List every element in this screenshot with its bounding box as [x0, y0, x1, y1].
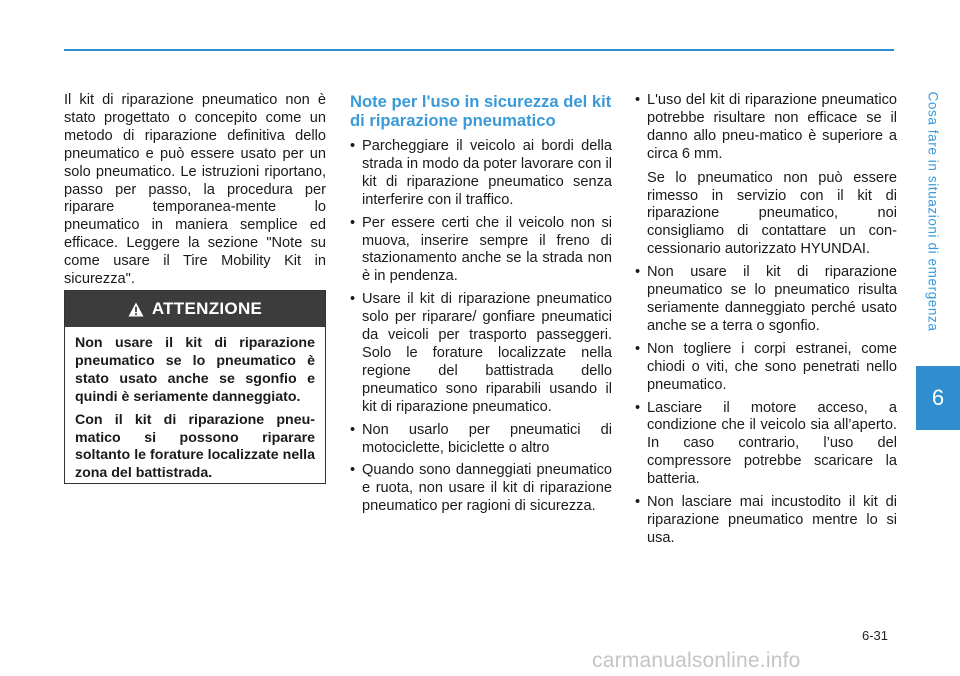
- warning-body: [65, 327, 325, 483]
- list-item: • Usare il kit di riparazione pneumatico solo per riparare/ gonfiare pneumatici da veicoli per trasporto passeggeri. Solo le forature localizzate nella regione del battistrada dello pneumatico sono riparabili usando il kit di riparazione pneumatico.: [350, 291, 612, 415]
- bullet-dot-icon: •: [350, 421, 356, 438]
- list-item: • Parcheggiare il veicolo ai bordi della strada in modo da poter lavorare con il kit di riparazione pneumatico senza interferire con il traffico.: [350, 138, 612, 208]
- warning-paragraph: Non usare il kit di riparazione pneumatico se lo pneumatico è stato usato anche se sgonfio e quindi è seriamente danneggiato.: [75, 335, 315, 405]
- list-item: • Non usarlo per pneumatici di motociclette, biciclette o altro: [350, 421, 612, 456]
- safety-notes-list-continued: [635, 92, 897, 548]
- list-item: • L'uso del kit di riparazione pneumatico potrebbe risultare non efficace se il danno allo pneu-matico è superiore a circa 6 mm. Se lo pneumatico non può essere rimesso in servizio con il kit di riparazione pneumatico, noi consigliamo di contattare un con-cessionario autorizzato HYUNDAI.: [635, 92, 897, 258]
- warning-triangle-icon: [128, 302, 144, 317]
- section-heading: Note per l'uso in sicurezza del kit di riparazione pneumatico: [350, 92, 612, 130]
- intro-paragraph: Il kit di riparazione pneumatico non è stato progettato o concepito come un metodo di riparazione definitiva dello pneumatico e può essere usato per un solo pneumatico. Le istruzioni riportano, passo per passo, la procedura per riparare temporanea-mente lo pneumatico in maniera semplice ed efficace. Leggere la sezione "Note su come usare il Tire Mobility Kit in sicurezza".: [64, 92, 326, 288]
- bullet-dot-icon: •: [635, 340, 641, 357]
- bullet-dot-icon: •: [350, 291, 356, 308]
- header-rule: [64, 49, 894, 51]
- chapter-number: 6: [931, 385, 945, 410]
- page-number: 6-31: [862, 628, 889, 643]
- warning-header: [65, 291, 325, 327]
- list-item: • Non lasciare mai incustodito il kit di riparazione pneumatico mentre lo si usa.: [635, 494, 897, 546]
- column-right: [635, 92, 897, 553]
- watermark: carmanualsonline.info: [592, 649, 801, 672]
- bullet-dot-icon: •: [635, 264, 641, 281]
- chapter-side-title: Cosa fare in situazioni di emergenza: [925, 91, 941, 331]
- bullet-dot-icon: •: [635, 92, 641, 108]
- list-item: • Per essere certi che il veicolo non si muova, inserire sempre il freno di stazionamento anche se la strada non è in pendenza.: [350, 214, 612, 285]
- chapter-tab: [916, 366, 960, 430]
- bullet-dot-icon: •: [635, 399, 641, 416]
- list-item-continuation: Se lo pneumatico non può essere rimesso in servizio con il kit di riparazione pneumatico, noi consigliamo di contattare un con-cessionario autorizzato HYUNDAI.: [647, 169, 897, 258]
- list-item: • Non togliere i corpi estranei, come chiodi o viti, che sono penetrati nello pneumatico.: [635, 340, 897, 393]
- column-middle: [350, 92, 612, 521]
- bullet-dot-icon: •: [350, 214, 356, 231]
- bullet-dot-icon: •: [350, 138, 356, 154]
- list-item: • Quando sono danneggiati pneumatico e ruota, non usare il kit di riparazione pneumatico per ragioni di sicurezza.: [350, 462, 612, 515]
- list-item: • Lasciare il motore acceso, a condizione che il veicolo sia all’aperto. In caso contrario, l’uso del compressore potrebbe scaricare la batteria.: [635, 399, 897, 488]
- list-item: • Non usare il kit di riparazione pneumatico se lo pneumatico risulta seriamente danneggiato perché usato anche se a terra o sgonfio.: [635, 264, 897, 334]
- safety-notes-list: [350, 138, 612, 516]
- warning-title: ATTENZIONE: [151, 299, 263, 318]
- column-left: [64, 92, 326, 289]
- bullet-dot-icon: •: [350, 462, 356, 479]
- warning-box: [64, 290, 326, 484]
- warning-paragraph: Con il kit di riparazione pneu-matico si possono riparare soltanto le forature localizzate nella zona del battistrada.: [75, 411, 315, 482]
- bullet-dot-icon: •: [635, 494, 641, 511]
